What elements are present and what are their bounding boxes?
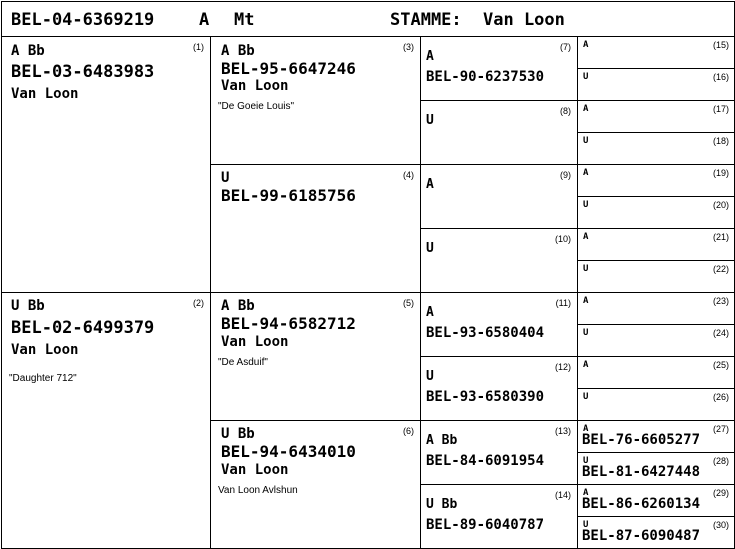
ancestor-box-26 — [577, 388, 735, 421]
ancestor-sex-color: A — [583, 360, 589, 370]
ancestor-sex-color: U Bb — [221, 426, 255, 442]
ancestor-sex-color: U — [583, 520, 589, 530]
ancestor-sex-color: U — [583, 264, 589, 274]
ancestor-number: (4) — [403, 170, 414, 180]
ancestor-box-21 — [577, 228, 735, 261]
ancestor-box-16 — [577, 68, 735, 101]
ancestor-sex-color: A — [583, 488, 589, 498]
ancestor-name: Van Loon — [11, 342, 79, 358]
ancestor-box-14 — [420, 484, 578, 549]
ancestor-box-2 — [1, 292, 211, 549]
ancestor-number: (14) — [554, 490, 571, 500]
ancestor-number: (25) — [712, 360, 729, 370]
ancestor-ring: BEL-86-6260134 — [582, 496, 701, 512]
ancestor-number: (20) — [712, 200, 729, 210]
ancestor-number: (2) — [193, 298, 204, 308]
pedigree-header — [1, 1, 735, 37]
ancestor-number: (27) — [712, 424, 729, 434]
ancestor-ring: BEL-93-6580390 — [426, 389, 545, 405]
ancestor-number: (11) — [555, 298, 571, 308]
ancestor-number: (26) — [712, 392, 729, 402]
ancestor-sex-color: U Bb — [11, 298, 45, 314]
pigeon-color: Mt — [234, 10, 255, 30]
ancestor-number: (21) — [712, 232, 729, 242]
ancestor-sex-color: U — [583, 72, 589, 82]
ancestor-sex-color: A — [426, 305, 434, 320]
ancestor-number: (3) — [403, 42, 414, 52]
ancestor-number: (19) — [712, 168, 729, 178]
ancestor-ring: BEL-93-6580404 — [426, 325, 545, 341]
stamme-label: STAMME: — [390, 10, 462, 30]
ancestor-sex-color: U Bb — [426, 497, 458, 512]
ancestor-ring: BEL-89-6040787 — [426, 517, 545, 533]
ancestor-sex-color: U — [583, 456, 589, 466]
ancestor-number: (18) — [712, 136, 729, 146]
ancestor-box-19 — [577, 164, 735, 197]
ancestor-number: (1) — [193, 42, 204, 52]
ancestor-box-17 — [577, 100, 735, 133]
ancestor-note: "De Goeie Louis" — [218, 101, 295, 112]
ancestor-ring: BEL-90-6237530 — [426, 69, 545, 85]
ancestor-sex-color: A — [583, 424, 589, 434]
ancestor-ring: BEL-99-6185756 — [221, 186, 356, 205]
ancestor-box-5 — [210, 292, 421, 421]
ancestor-note: "De Asduif" — [218, 357, 268, 368]
ancestor-box-27 — [577, 420, 735, 453]
ancestor-box-29 — [577, 484, 735, 517]
ancestor-box-23 — [577, 292, 735, 325]
ancestor-number: (23) — [712, 296, 729, 306]
ancestor-sex-color: A — [583, 40, 589, 50]
ancestor-number: (5) — [403, 298, 414, 308]
ancestor-sex-color: A — [583, 296, 589, 306]
ancestor-sex-color: U — [426, 241, 434, 256]
ancestor-box-20 — [577, 196, 735, 229]
ancestor-box-22 — [577, 260, 735, 293]
ancestor-number: (8) — [560, 106, 571, 116]
ancestor-ring: BEL-84-6091954 — [426, 453, 545, 469]
ancestor-name: Van Loon — [11, 86, 79, 102]
pigeon-ring-number: BEL-04-6369219 — [11, 10, 155, 30]
ancestor-sex-color: A — [583, 104, 589, 114]
ancestor-number: (10) — [554, 234, 571, 244]
ancestor-ring: BEL-03-6483983 — [11, 62, 155, 82]
ancestor-note: Van Loon Avlshun — [218, 485, 298, 496]
ancestor-sex-color: A Bb — [11, 43, 45, 59]
ancestor-name: Van Loon — [221, 462, 289, 478]
ancestor-box-10 — [420, 228, 578, 293]
ancestor-sex-color: U — [221, 170, 230, 186]
ancestor-box-4 — [210, 164, 421, 293]
pigeon-sex: A — [199, 10, 210, 30]
ancestor-box-6 — [210, 420, 421, 549]
ancestor-box-12 — [420, 356, 578, 421]
ancestor-sex-color: A — [583, 232, 589, 242]
ancestor-number: (24) — [712, 328, 729, 338]
ancestor-box-13 — [420, 420, 578, 485]
ancestor-sex-color: U — [583, 136, 589, 146]
ancestor-ring: BEL-94-6582712 — [221, 314, 356, 333]
ancestor-number: (16) — [712, 72, 729, 82]
ancestor-sex-color: A — [426, 49, 434, 64]
ancestor-box-3 — [210, 36, 421, 165]
ancestor-number: (9) — [560, 170, 571, 180]
ancestor-sex-color: A — [583, 168, 589, 178]
ancestor-box-24 — [577, 324, 735, 357]
ancestor-box-1 — [1, 36, 211, 293]
ancestor-number: (13) — [554, 426, 571, 436]
ancestor-sex-color: A Bb — [221, 298, 255, 314]
ancestor-ring: BEL-02-6499379 — [11, 318, 155, 338]
ancestor-ring: BEL-94-6434010 — [221, 442, 356, 461]
ancestor-box-18 — [577, 132, 735, 165]
ancestor-ring: BEL-95-6647246 — [221, 59, 356, 78]
ancestor-box-9 — [420, 164, 578, 229]
ancestor-box-28 — [577, 452, 735, 485]
ancestor-box-8 — [420, 100, 578, 165]
ancestor-sex-color: A Bb — [426, 433, 458, 448]
ancestor-note: "Daughter 712" — [9, 373, 77, 384]
ancestor-box-25 — [577, 356, 735, 389]
ancestor-number: (7) — [560, 42, 571, 52]
ancestor-number: (17) — [712, 104, 729, 114]
ancestor-box-15 — [577, 36, 735, 69]
ancestor-number: (30) — [712, 520, 729, 530]
ancestor-sex-color: U — [426, 369, 434, 384]
ancestor-name: Van Loon — [221, 334, 289, 350]
ancestor-sex-color: U — [426, 113, 434, 128]
ancestor-box-11 — [420, 292, 578, 357]
ancestor-sex-color: U — [583, 328, 589, 338]
ancestor-box-30 — [577, 516, 735, 549]
ancestor-number: (29) — [712, 488, 729, 498]
ancestor-name: Van Loon — [221, 78, 289, 94]
ancestor-sex-color: U — [583, 392, 589, 402]
ancestor-number: (22) — [712, 264, 729, 274]
ancestor-ring: BEL-87-6090487 — [582, 528, 701, 544]
stamme-value: Van Loon — [483, 10, 565, 30]
ancestor-ring: BEL-76-6605277 — [582, 432, 701, 448]
ancestor-number: (28) — [712, 456, 729, 466]
ancestor-number: (15) — [712, 40, 729, 50]
ancestor-sex-color: U — [583, 200, 589, 210]
ancestor-box-7 — [420, 36, 578, 101]
ancestor-number: (12) — [554, 362, 571, 372]
ancestor-number: (6) — [403, 426, 414, 436]
ancestor-ring: BEL-81-6427448 — [582, 464, 701, 480]
ancestor-sex-color: A Bb — [221, 43, 255, 59]
ancestor-sex-color: A — [426, 177, 434, 192]
